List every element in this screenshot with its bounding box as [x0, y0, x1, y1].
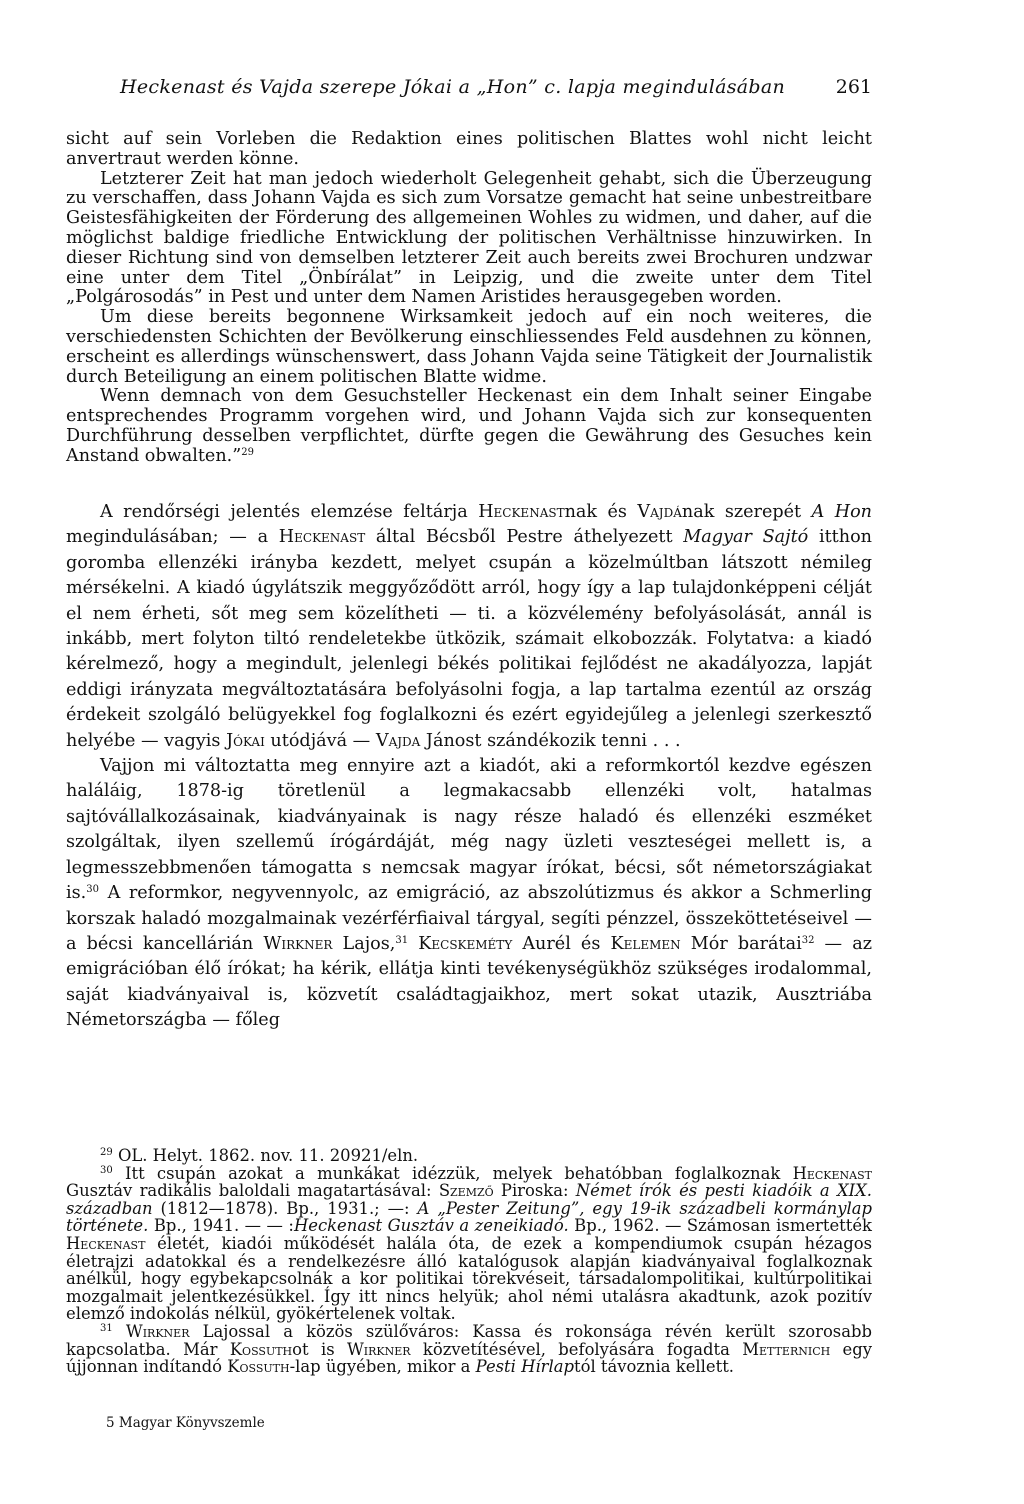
book-title: Heckenast Gusztáv a zeneikiadó. [293, 1216, 569, 1236]
footnote-ref-32: 32 [801, 934, 815, 946]
main-text [66, 500, 872, 1034]
footnote-text: Bp., 1962. — Számosan ismertették [568, 1216, 872, 1236]
footnotes [66, 1147, 872, 1376]
text-run: utódjává — [264, 730, 376, 751]
name-heckenast: Heckenast [478, 502, 565, 522]
name-wirkner: Wirkner [125, 1321, 190, 1341]
footnote-ref-31: 31 [395, 934, 409, 946]
text-run: nak és [564, 502, 638, 522]
german-paragraph-1: sicht auf sein Vorleben die Redaktion eines politischen Blattes wohl nicht leicht anvertraut werden könne. [66, 129, 872, 169]
german-paragraph-2: Letzterer Zeit hat man jedoch wiederholt Gelegenheit gehabt, sich die Überzeugung zu verschaffen, dass Johann Vajda es sich zum Vorsatze gemacht hat seine unbestreitbare Geistesfähigkeiten der Förderung des allgemeinen Wohles zu widmen, und daher, auf die möglichst baldige friedliche Entwicklung der politischen Verhältnisse hinzuwirken. In dieser Richtung sind von demselben letzterer Zeit auch bereits zwei Brochuren undzwar eine unter dem Titel „Önbírálat” in Leipzig, und die zweite unter dem Titel „Polgárosodás” in Pest und unter dem Namen Aristides herausgegeben worden. [66, 168, 872, 308]
name-kecskemety: Kecskeméty [418, 933, 513, 954]
name-szemzo: Szemző [438, 1181, 494, 1201]
title-a-hon: A Hon [811, 502, 873, 522]
text-run: nak szerepét [681, 502, 812, 522]
german-paragraph-3: Um diese bereits begonnene Wirksamkeit jedoch auf ein noch weiteres, die verschiedensten Schichten der Bevölkerung einschliessendes Feld ausdehnen zu können, erscheint es allerdings wünschenswert, dass Johann Vajda seine Tätigkeit der Journalistik durch Beteiligung an einem politischen Blatte widme. [66, 307, 872, 387]
footnote-30 [66, 1165, 872, 1323]
text-run: A reformkor, negyvennyolc, az emigráció, az abszolútizmus és akkor a Schmerling korszak haladó mozgalmainak vezérférfiaival tárgyal, segíti pénzzel, összeköttetéseivel — a bécsi kancellárián [66, 883, 872, 954]
text-run: itthon goromba ellenzéki irányba kezdett, melyet csupán a közelmúltban látszott némileg mérsékelni. A kiadó úgylátszik meggyőződött arról, hogy így a lap tulajdonképpeni célját el nem érheti, sőt meg sem közelítheti — ti. a közvélemény befolyásolását, annál is inkább, mert folyton tiltó rendeletekbe ütközik, számait elkobozzák. Folytatva: a kiadó kérelmező, hogy a megindult, jelenlegi békés politikai fejlődést ne akadályozza, lapját eddigi irányzata megváltoztatására befolyásolni fogja, a lap tartalma ezentúl az ország érdekeit szolgáló belügyekkel fog foglalkozni és ezért egyidejűleg a jelenlegi szerkesztő helyébe — vagyis [66, 527, 873, 751]
name-kossuth: Kossuth [227, 1357, 290, 1377]
body-paragraph-2 [66, 754, 872, 1033]
footnote-number: 30 [100, 1164, 113, 1176]
footnote-31 [66, 1323, 872, 1376]
text-run: megindulásában; — a [66, 527, 279, 548]
name-metternich: Metternich [742, 1339, 831, 1359]
footnote-ref-29: 29 [241, 446, 254, 458]
footnote-number: 29 [100, 1147, 113, 1158]
footnote-text: tól távoznia kellett. [573, 1357, 734, 1377]
text-run: — az emigrációban élő írókat; ha kérik, ellátja kinti tevékenységükhöz szükséges irodalommal, saját kiadványaival is, közvetít családtagjaikhoz, mert sokat utazik, Ausztriába Németországba — főleg [66, 933, 872, 1031]
footnote-text: egy újjonnan indítandó [66, 1339, 873, 1377]
footnote-text: OL. Helyt. 1862. nov. 11. 20921/eln. [112, 1146, 419, 1165]
text-run: Vajjon mi változtatta meg ennyire azt a kiadót, aki a reformkortól kezdve egészen haláláig, 1878-ig töretlenül a legmakacsabb ellenzéki volt, hatalmas sajtóvállalkozásainak, kiadványainak is nagy része haladó és ellenzéki eszméket szolgáltak, ilyen szellemű írógárdáját, még nagy üzleti veszteségei mellett is, a legmesszebbmenően támogatta s nemcsak magyar írókat, bécsi, sőt németországiakat is. [66, 756, 872, 904]
footnote-29 [66, 1147, 872, 1165]
signature-mark: 5 Magyar Könyvszemle [106, 1415, 265, 1431]
name-kossuth: Kossuth [229, 1339, 293, 1359]
book-title: Német írók és pesti kiadóik a XIX. században [66, 1181, 872, 1218]
name-kelemen: Kelemen [610, 933, 681, 954]
running-head [66, 76, 872, 98]
footnote-ref-30: 30 [86, 884, 99, 896]
text-run: A rendőrségi jelentés elemzése feltárja [100, 502, 479, 522]
name-heckenast: Heckenast [278, 527, 366, 548]
german-paragraph-4 [66, 387, 872, 466]
book-title: A „Pester Zeitung”, egy 19-ik századbeli kormánylap története. [66, 1198, 872, 1236]
footnote-text: (1812—1878). Bp., 1931.; —: [152, 1198, 418, 1218]
footnote-number: 31 [100, 1322, 113, 1334]
page-number: 261 [835, 76, 872, 98]
footnote-text: -lap ügyében, mikor a [289, 1357, 476, 1377]
name-jokai: Jókai [226, 730, 265, 751]
text-run: által Bécsből Pestre áthelyezett [365, 527, 684, 548]
footnote-text: Itt csupán azokat a munkákat idézzük, melyek behatóbban foglalkoznak [112, 1163, 793, 1183]
name-heckenast: Heckenast [66, 1233, 146, 1253]
running-title: Heckenast és Vajda szerepe Jókai a „Hon” c. lapja megindulásában [120, 76, 786, 98]
text-run [408, 934, 418, 954]
text-run: Aurél és [512, 933, 611, 954]
name-heckenast: Heckenast [792, 1163, 872, 1183]
name-wirkner: Wirkner [263, 933, 333, 954]
text-run: Lajos, [332, 933, 396, 954]
footnote-text: Lajossal a közös szülőváros: Kassa és rokonsága révén került szorosabb kapcsolatba. Már [66, 1321, 872, 1359]
name-wirkner: Wirkner [346, 1339, 411, 1359]
title-magyar-sajto: Magyar Sajtó [683, 527, 809, 548]
name-vajda: Vajdá [637, 502, 682, 522]
footnote-text: Bp., 1941. — — : [148, 1216, 294, 1236]
text-run: Mór barátai [680, 933, 802, 954]
body-paragraph-1 [66, 500, 872, 754]
text-run: Jánost szándékozik tenni . . . [420, 730, 681, 751]
footnote-text [113, 1322, 126, 1341]
german-quote [66, 130, 872, 467]
name-vajda: Vajda [375, 730, 421, 751]
title-pesti-hirlap: Pesti Hírlap [475, 1357, 574, 1377]
footnote-text: Gusztáv radikális baloldali magatartásával: [66, 1181, 439, 1201]
page [66, 0, 966, 1504]
footnote-text: Piroska: [493, 1181, 576, 1201]
footnote-text: közvetítésével, befolyására fogadta [410, 1339, 743, 1359]
german-paragraph-4-text: Wenn demnach von dem Gesuchsteller Heckenast ein dem Inhalt seiner Eingabe entsprechendes Programm vorgehen wird, und Johann Vajda sich zur konsequenten Durchführung desselben verpflichtet, dürfte gegen die Gewährung des Gesuches kein Anstand obwalten.” [66, 386, 872, 466]
footnote-text: életét, kiadói működését halála óta, de ezek a kompendiumok csupán hézagos életrajzi adatokkal és a rendelkezésre álló katalógusok alapján kiadványaival foglalkoznak anélkül, hogy egybekapcsolnák a kor politikai törekvéseit, társadalompolitikai, kultúrpolitikai mozgalmait jelentkezésükkel. Így itt nincs helyük; ahol némi utalásra akadtunk, azok pozitív elemző indokolás nélkül, gyökértelenek voltak. [66, 1233, 872, 1324]
footnote-text: ot is [292, 1339, 347, 1359]
